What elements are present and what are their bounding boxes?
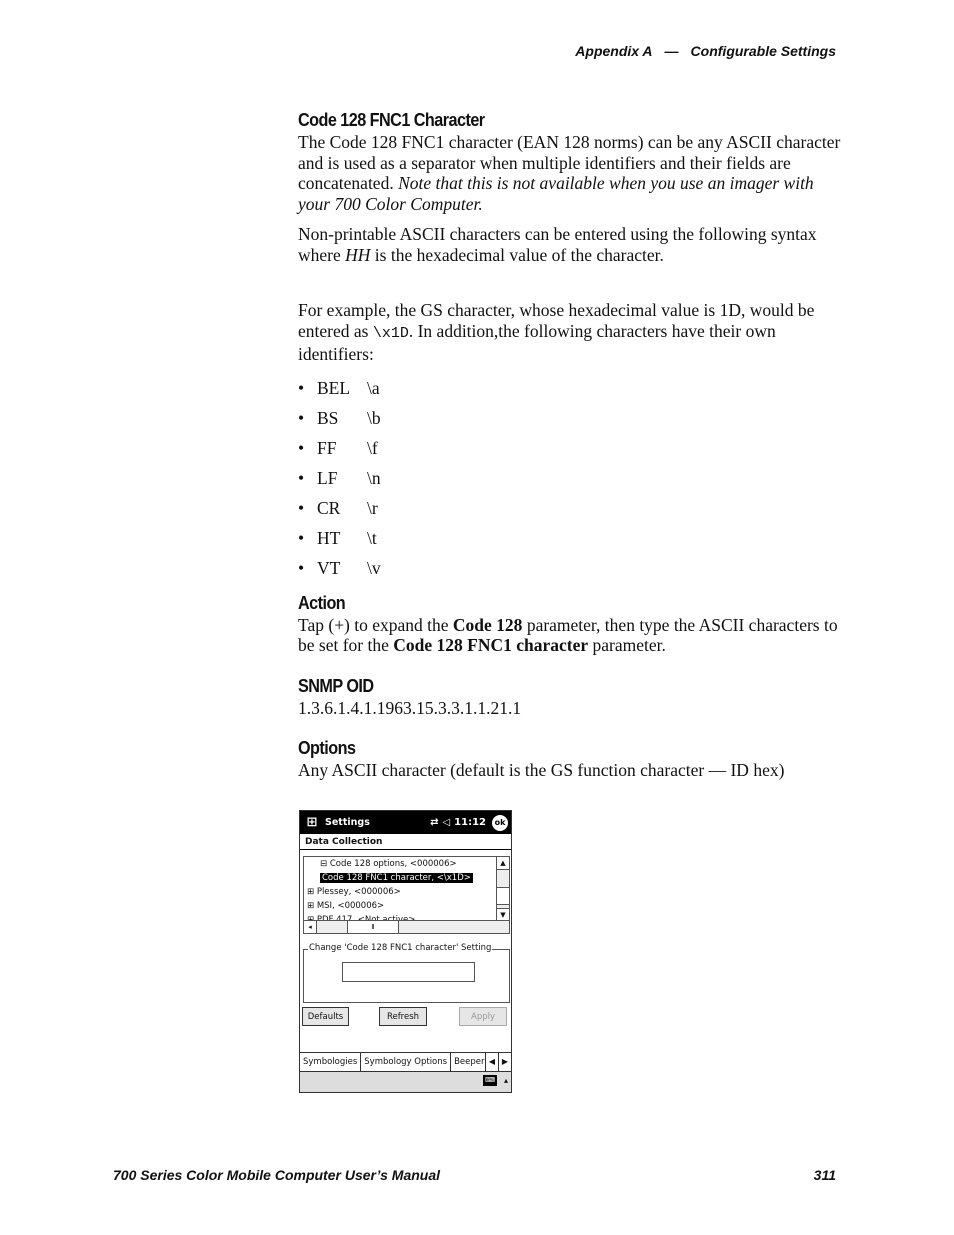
- apply-button[interactable]: Apply: [459, 1007, 507, 1026]
- hscroll-thumb[interactable]: Ⅱ: [347, 921, 399, 933]
- tab-right-icon[interactable]: ▶: [498, 1053, 511, 1071]
- options-title: Options: [298, 738, 356, 758]
- bullet: •: [298, 377, 305, 398]
- scroll-left-icon[interactable]: ◂: [304, 921, 317, 933]
- command-bar: [300, 1071, 511, 1092]
- header-separator: —: [664, 43, 679, 59]
- example-text-1: For example, the GS character, whose hexadecimal value is 1D, would be entered as: [298, 300, 815, 341]
- syntax-hh: HH: [345, 244, 371, 265]
- list-item: [298, 433, 843, 463]
- footer-manual-title: 700 Series Color Mobile Computer User’s Manual: [113, 1167, 441, 1183]
- running-header: [575, 43, 836, 59]
- identifier-code: \r: [367, 497, 378, 518]
- tree-row[interactable]: [304, 899, 497, 913]
- identifier-name: HT: [317, 527, 341, 548]
- options-value: Any ASCII character (default is the GS function character — ID hex): [298, 760, 785, 780]
- refresh-button[interactable]: Refresh: [379, 1007, 427, 1026]
- speaker-icon[interactable]: ◁: [442, 817, 451, 828]
- tree-rows: [304, 857, 497, 921]
- bullet: •: [298, 467, 305, 488]
- tree-row-label: Code 128 FNC1 character, <\x1D>: [322, 873, 471, 883]
- scroll-down-icon[interactable]: ▼: [497, 908, 509, 921]
- appendix-label: Appendix A: [575, 43, 653, 59]
- connectivity-icon[interactable]: ⇄: [430, 817, 439, 828]
- bullet: •: [298, 557, 305, 578]
- settings-tree[interactable]: [303, 856, 510, 934]
- screen-title: Settings: [325, 817, 370, 828]
- intro-paragraph: [298, 132, 843, 214]
- horizontal-scrollbar[interactable]: [304, 920, 509, 933]
- vertical-scrollbar[interactable]: [496, 857, 509, 921]
- ok-button[interactable]: ok: [492, 815, 508, 831]
- bullet: •: [298, 497, 305, 518]
- identifier-name: VT: [317, 557, 341, 578]
- tab-beeper[interactable]: Beeper: [454, 1057, 485, 1067]
- action-text-1: Tap (+) to expand the: [298, 614, 449, 635]
- syntax-text-2: is the hexadecimal value of the character.: [374, 244, 664, 265]
- windows-start-icon[interactable]: ⊞: [306, 815, 318, 830]
- action-bold-2: Code 128 FNC1 character: [393, 635, 589, 655]
- tab-strip: [300, 1052, 511, 1071]
- tab-symbologies[interactable]: Symbologies: [300, 1053, 361, 1071]
- list-item: [298, 403, 843, 433]
- data-collection-heading: Data Collection: [300, 834, 511, 850]
- identifier-code: \f: [367, 437, 378, 458]
- syntax-paragraph: [298, 224, 843, 265]
- action-bold-1: Code 128: [452, 614, 523, 635]
- identifier-name: BS: [317, 407, 339, 428]
- identifier-name: FF: [317, 437, 337, 458]
- intro-text: The Code 128 FNC1 character (EAN 128 norms) can be any ASCII character and is used as a separator when multiple identifiers and their fields are concatenated.: [298, 132, 841, 193]
- tree-row[interactable]: [304, 871, 497, 885]
- identifier-code: \t: [367, 527, 377, 548]
- tab-scroll: [485, 1053, 511, 1071]
- tab-symbology-options[interactable]: Symbology Options: [361, 1053, 451, 1071]
- identifier-code: \b: [367, 407, 381, 428]
- input-menu-icon[interactable]: ▴: [503, 1076, 508, 1085]
- setting-group-label: Change 'Code 128 FNC1 character' Setting: [309, 943, 492, 953]
- setting-group: [303, 943, 510, 1003]
- identifier-code: \v: [367, 557, 381, 578]
- snmp-title: SNMP OID: [298, 675, 374, 696]
- tree-row-label: ⊞ Plessey, <000006>: [307, 887, 401, 897]
- action-text-2: parameter, then type the ASCII characters to be set for the: [298, 614, 838, 655]
- bullet: •: [298, 407, 305, 428]
- tree-row-label: ⊞ MSI, <000006>: [307, 901, 385, 911]
- identifier-code: \a: [367, 377, 380, 398]
- tab-left-icon[interactable]: ◀: [485, 1053, 498, 1071]
- identifier-name: CR: [317, 497, 341, 518]
- page-body: [298, 108, 843, 781]
- section-label: Configurable Settings: [690, 43, 836, 59]
- identifier-list: [298, 373, 843, 583]
- example-text-2: . In addition,the following characters have their own identifiers:: [298, 320, 776, 364]
- list-item: [298, 553, 843, 583]
- section-title: Code 128 FNC1 Character: [298, 110, 485, 130]
- list-item: [298, 373, 843, 403]
- identifier-name: BEL: [317, 377, 351, 398]
- scroll-up-icon[interactable]: ▲: [497, 857, 509, 870]
- tree-row[interactable]: [304, 885, 497, 899]
- list-item: [298, 463, 843, 493]
- list-item: [298, 493, 843, 523]
- list-item: [298, 523, 843, 553]
- tree-row-label: ⊟ Code 128 options, <000006>: [320, 859, 457, 869]
- example-code: \x1D: [372, 324, 409, 342]
- intro-note: Note that this is not available when you use an imager with your 700 Color Computer.: [298, 173, 814, 214]
- defaults-button[interactable]: Defaults: [302, 1007, 349, 1026]
- syntax-text-1: Non-printable ASCII characters can be entered using the following syntax where: [298, 224, 817, 265]
- page-number: 311: [813, 1167, 836, 1183]
- clock[interactable]: 11:12: [454, 817, 486, 828]
- fnc1-value-input[interactable]: [342, 962, 475, 982]
- action-text-3: parameter.: [592, 635, 666, 655]
- bullet: •: [298, 527, 305, 548]
- identifier-code: \n: [367, 467, 381, 488]
- identifier-name: LF: [317, 467, 338, 488]
- action-paragraph: [298, 615, 843, 656]
- snmp-value: 1.3.6.1.4.1.1963.15.3.3.1.1.21.1: [298, 697, 522, 718]
- title-bar: [300, 811, 511, 834]
- bullet: •: [298, 437, 305, 458]
- action-title: Action: [298, 592, 346, 613]
- example-paragraph: [298, 300, 843, 365]
- keyboard-icon[interactable]: ⌨: [484, 1076, 496, 1084]
- device-screenshot: [299, 810, 512, 1093]
- tree-row[interactable]: [304, 857, 497, 871]
- scroll-thumb[interactable]: [497, 887, 509, 905]
